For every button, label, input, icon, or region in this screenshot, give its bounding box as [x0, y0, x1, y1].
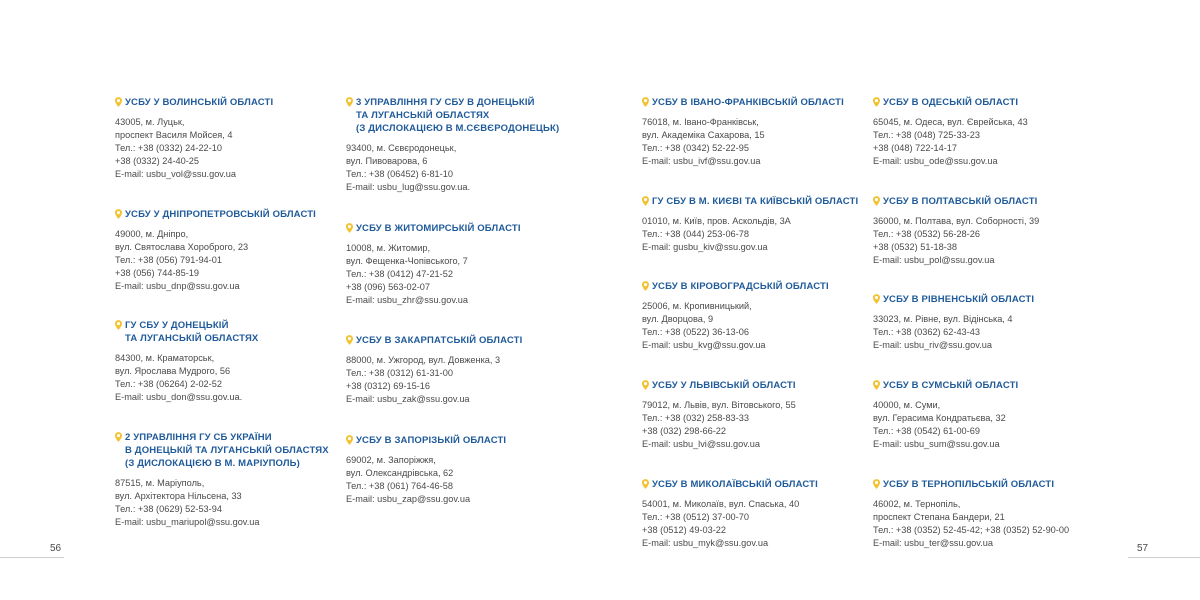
email-text: E-mail: usbu_pol@ssu.gov.ua — [873, 255, 995, 265]
office-title-line: УСБУ У ЛЬВІВСЬКІЙ ОБЛАСТІ — [652, 380, 796, 391]
email-text: E-mail: usbu_zhr@ssu.gov.ua — [346, 295, 469, 305]
location-pin-icon — [873, 479, 880, 489]
office-title — [873, 96, 1098, 109]
location-pin-icon — [873, 294, 880, 304]
address-line: вул. Дворцова, 9 — [642, 314, 714, 324]
email-text: E-mail: usbu_zak@ssu.gov.ua — [346, 394, 470, 404]
address-line: 79012, м. Львів, вул. Вітовського, 55 — [642, 400, 796, 410]
office-title-line: УСБУ В ОДЕСЬКІЙ ОБЛАСТІ — [883, 97, 1019, 108]
office-contacts — [346, 142, 576, 194]
email-text: E-mail: usbu_don@ssu.gov.ua. — [115, 392, 243, 402]
phone-text: Тел.: +38 (0542) 61-00-69 — [873, 426, 980, 436]
address-line: 87515, м. Маріуполь, — [115, 478, 205, 488]
office-contacts — [115, 477, 330, 529]
office-title — [642, 280, 867, 293]
phone-text: +38 (032) 298-66-22 — [642, 426, 727, 436]
phone-text: Тел.: +38 (0362) 62-43-43 — [873, 327, 980, 337]
office-title-line: УСБУ В ПОЛТАВСЬКІЙ ОБЛАСТІ — [883, 196, 1038, 207]
phone-text: +38 (0332) 24-40-25 — [115, 156, 200, 166]
office-entry — [642, 478, 867, 550]
phone-text: +38 (0532) 51-18-38 — [873, 242, 958, 252]
column-3 — [642, 96, 867, 550]
address-line: 49000, м. Дніпро, — [115, 229, 189, 239]
phone-text: Тел.: +38 (048) 725-33-23 — [873, 130, 980, 140]
office-contacts — [115, 352, 330, 404]
location-pin-icon — [873, 97, 880, 107]
office-contacts — [115, 228, 330, 293]
office-title — [873, 478, 1098, 491]
address-line: 01010, м. Київ, пров. Аскольдів, 3А — [642, 216, 791, 226]
office-entry — [642, 379, 867, 451]
location-pin-icon — [873, 380, 880, 390]
office-contacts — [642, 399, 867, 451]
office-contacts — [346, 454, 576, 506]
address-line: 46002, м. Тернопіль, — [873, 499, 961, 509]
office-title — [873, 379, 1098, 392]
location-pin-icon — [642, 196, 649, 206]
address-line: вул. Олександрівська, 62 — [346, 468, 454, 478]
office-title-line: В ДОНЕЦЬКІЙ ТА ЛУГАНСЬКІЙ ОБЛАСТЯХ — [125, 445, 329, 456]
phone-text: +38 (048) 722-14-17 — [873, 143, 958, 153]
phone-text: Тел.: +38 (0342) 52-22-95 — [642, 143, 749, 153]
page-number-right: 57 — [1137, 543, 1149, 554]
office-title-line: УСБУ В ЗАПОРІЗЬКІЙ ОБЛАСТІ — [356, 435, 507, 446]
phone-text: +38 (056) 744-85-19 — [115, 268, 200, 278]
office-title — [642, 379, 867, 392]
address-line: вул. Академіка Сахарова, 15 — [642, 130, 765, 140]
office-title — [346, 222, 576, 235]
phone-text: Тел.: +38 (0629) 52-53-94 — [115, 504, 222, 514]
office-title-line: УСБУ В ЗАКАРПАТСЬКІЙ ОБЛАСТІ — [356, 335, 523, 346]
office-contacts — [642, 498, 867, 550]
address-line: вул. Ярослава Мудрого, 56 — [115, 366, 231, 376]
email-text: E-mail: usbu_dnp@ssu.gov.ua — [115, 281, 240, 291]
address-line: 76018, м. Івано-Франківськ, — [642, 117, 759, 127]
phone-text: Тел.: +38 (0412) 47-21-52 — [346, 269, 453, 279]
office-title — [642, 96, 867, 109]
email-text: E-mail: usbu_lug@ssu.gov.ua. — [346, 182, 471, 192]
phone-text: Тел.: +38 (0532) 56-28-26 — [873, 229, 980, 239]
office-title — [873, 293, 1098, 306]
office-contacts — [642, 215, 867, 254]
office-title — [642, 478, 867, 491]
phone-text: Тел.: +38 (061) 764-46-58 — [346, 481, 453, 491]
address-line: 40000, м. Суми, — [873, 400, 941, 410]
office-title-line: УСБУ В ІВАНО-ФРАНКІВСЬКІЙ ОБЛАСТІ — [652, 97, 844, 108]
email-text: E-mail: usbu_myk@ssu.gov.ua — [642, 538, 769, 548]
office-title — [115, 208, 330, 221]
phone-text: Тел.: +38 (0522) 36-13-06 — [642, 327, 749, 337]
address-line: вул. Святослава Хороброго, 23 — [115, 242, 249, 252]
location-pin-icon — [346, 97, 353, 107]
address-line: 88000, м. Ужгород, вул. Довженка, 3 — [346, 355, 501, 365]
address-line: вул. Пивоварова, 6 — [346, 156, 428, 166]
left-page-rule — [0, 557, 64, 558]
office-entry — [346, 334, 576, 406]
email-text: E-mail: usbu_ode@ssu.gov.ua — [873, 156, 998, 166]
right-page-rule — [1128, 557, 1200, 558]
phone-text: Тел.: +38 (044) 253-06-78 — [642, 229, 749, 239]
address-line: 36000, м. Полтава, вул. Соборності, 39 — [873, 216, 1040, 226]
location-pin-icon — [115, 209, 122, 219]
phone-text: Тел.: +38 (0512) 37-00-70 — [642, 512, 749, 522]
office-entry — [873, 379, 1098, 451]
office-contacts — [873, 215, 1098, 267]
office-title-line: УСБУ В ЖИТОМИРСЬКІЙ ОБЛАСТІ — [356, 223, 521, 234]
column-1 — [115, 96, 330, 529]
office-entry — [873, 293, 1098, 352]
location-pin-icon — [642, 97, 649, 107]
email-text: E-mail: usbu_ter@ssu.gov.ua — [873, 538, 993, 548]
phone-text: +38 (0312) 69-15-16 — [346, 381, 431, 391]
office-title — [115, 431, 330, 470]
email-text: E-mail: usbu_kvg@ssu.gov.ua — [642, 340, 766, 350]
location-pin-icon — [346, 435, 353, 445]
office-title — [346, 334, 576, 347]
location-pin-icon — [642, 281, 649, 291]
office-entry — [642, 280, 867, 352]
office-title — [642, 195, 867, 208]
address-line: 25006, м. Кропивницький, — [642, 301, 752, 311]
office-title-line: УСБУ В РІВНЕНСЬКІЙ ОБЛАСТІ — [883, 294, 1035, 305]
address-line: 54001, м. Миколаїв, вул. Спаська, 40 — [642, 499, 800, 509]
address-line: вул. Архітектора Нільсена, 33 — [115, 491, 242, 501]
column-4 — [873, 96, 1098, 550]
office-contacts — [873, 498, 1098, 550]
office-title — [346, 434, 576, 447]
email-text: E-mail: usbu_lvi@ssu.gov.ua — [642, 439, 760, 449]
office-entry — [642, 96, 867, 168]
location-pin-icon — [642, 380, 649, 390]
office-title-line: ТА ЛУГАНСЬКІЙ ОБЛАСТЯХ — [125, 333, 259, 344]
phone-text: Тел.: +38 (06452) 6-81-10 — [346, 169, 453, 179]
phone-text: Тел.: +38 (056) 791-94-01 — [115, 255, 222, 265]
office-title-line: УСБУ У ВОЛИНСЬКІЙ ОБЛАСТІ — [125, 97, 274, 108]
location-pin-icon — [642, 479, 649, 489]
office-title-line: ТА ЛУГАНСЬКІЙ ОБЛАСТЯХ — [356, 110, 490, 121]
office-title-line: УСБУ В ТЕРНОПІЛЬСЬКІЙ ОБЛАСТІ — [883, 479, 1055, 490]
address-line: вул. Герасима Кондратьєва, 32 — [873, 413, 1006, 423]
location-pin-icon — [873, 196, 880, 206]
office-contacts — [642, 116, 867, 168]
office-entry — [115, 319, 330, 404]
page-number-left: 56 — [50, 543, 62, 554]
location-pin-icon — [115, 97, 122, 107]
office-title-line: УСБУ В СУМСЬКІЙ ОБЛАСТІ — [883, 380, 1019, 391]
phone-text: +38 (096) 563-02-07 — [346, 282, 431, 292]
office-contacts — [873, 116, 1098, 168]
phone-text: Тел.: +38 (0332) 24-22-10 — [115, 143, 222, 153]
office-entry — [346, 434, 576, 506]
location-pin-icon — [115, 432, 122, 442]
address-line: 65045, м. Одеса, вул. Єврейська, 43 — [873, 117, 1028, 127]
office-entry — [873, 478, 1098, 550]
location-pin-icon — [346, 223, 353, 233]
address-line: проспект Степана Бандери, 21 — [873, 512, 1005, 522]
office-entry — [873, 96, 1098, 168]
office-entry — [115, 431, 330, 529]
office-title-line: 3 УПРАВЛІННЯ ГУ СБУ В ДОНЕЦЬКІЙ — [356, 97, 535, 108]
phone-text: +38 (0512) 49-03-22 — [642, 525, 727, 535]
office-title — [115, 319, 330, 345]
email-text: E-mail: usbu_vol@ssu.gov.ua — [115, 169, 236, 179]
office-title-line: (З ДИСЛОКАЦІЄЮ В М. МАРІУПОЛЬ) — [125, 458, 300, 469]
email-text: E-mail: usbu_zap@ssu.gov.ua — [346, 494, 471, 504]
office-title-line: УСБУ У ДНІПРОПЕТРОВСЬКІЙ ОБЛАСТІ — [125, 209, 316, 220]
address-line: 69002, м. Запоріжжя, — [346, 455, 436, 465]
office-entry — [115, 96, 330, 181]
email-text: E-mail: usbu_riv@ssu.gov.ua — [873, 340, 992, 350]
address-line: проспект Василя Мойсея, 4 — [115, 130, 233, 140]
office-entry — [642, 195, 867, 254]
address-line: вул. Фещенка-Чопівського, 7 — [346, 256, 468, 266]
office-contacts — [642, 300, 867, 352]
email-text: E-mail: usbu_sum@ssu.gov.ua — [873, 439, 1000, 449]
column-2 — [346, 96, 576, 506]
office-entry — [346, 222, 576, 307]
office-title-line: УСБУ В МИКОЛАЇВСЬКІЙ ОБЛАСТІ — [652, 479, 818, 490]
address-line: 84300, м. Краматорськ, — [115, 353, 215, 363]
office-title — [346, 96, 576, 135]
office-entry — [873, 195, 1098, 267]
office-title-line: ГУ СБУ У ДОНЕЦЬКІЙ — [125, 320, 229, 331]
office-contacts — [346, 242, 576, 307]
office-title-line: ГУ СБУ В М. КИЄВІ ТА КИЇВСЬКІЙ ОБЛАСТІ — [652, 196, 859, 207]
address-line: 10008, м. Житомир, — [346, 243, 431, 253]
office-contacts — [346, 354, 576, 406]
email-text: E-mail: gusbu_kiv@ssu.gov.ua — [642, 242, 768, 252]
office-contacts — [873, 399, 1098, 451]
office-title — [115, 96, 330, 109]
address-line: 93400, м. Сєвєродонецьк, — [346, 143, 457, 153]
email-text: E-mail: usbu_ivf@ssu.gov.ua — [642, 156, 761, 166]
location-pin-icon — [346, 335, 353, 345]
phone-text: Тел.: +38 (0352) 52-45-42; +38 (0352) 52-90-00 — [873, 525, 1070, 535]
email-text: E-mail: usbu_mariupol@ssu.gov.ua — [115, 517, 260, 527]
office-title-line: 2 УПРАВЛІННЯ ГУ СБ УКРАЇНИ — [125, 432, 272, 443]
address-line: 43005, м. Луцьк, — [115, 117, 185, 127]
phone-text: Тел.: +38 (0312) 61-31-00 — [346, 368, 453, 378]
office-title — [873, 195, 1098, 208]
office-title-line: УСБУ В КІРОВОГРАДСЬКІЙ ОБЛАСТІ — [652, 281, 829, 292]
office-entry — [346, 96, 576, 194]
office-entry — [115, 208, 330, 293]
phone-text: Тел.: +38 (06264) 2-02-52 — [115, 379, 222, 389]
office-contacts — [115, 116, 330, 181]
office-title-line: (З ДИСЛОКАЦІЄЮ В М.СЄВЄРОДОНЕЦЬК) — [356, 123, 560, 134]
phone-text: Тел.: +38 (032) 258-83-33 — [642, 413, 749, 423]
location-pin-icon — [115, 320, 122, 330]
address-line: 33023, м. Рівне, вул. Відінська, 4 — [873, 314, 1013, 324]
office-contacts — [873, 313, 1098, 352]
